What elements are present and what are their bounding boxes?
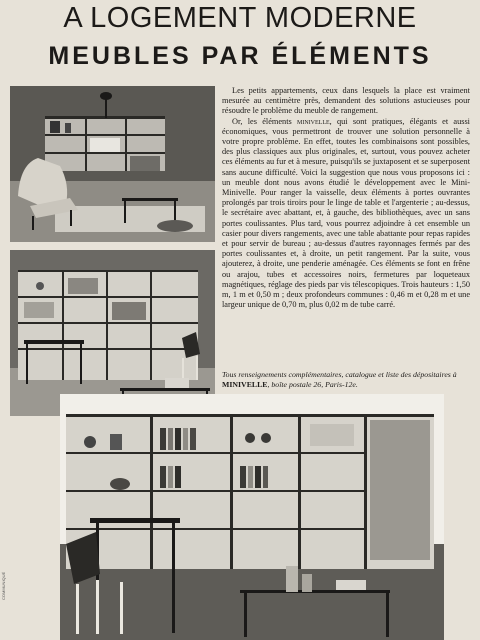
article-body [222, 86, 470, 368]
footnote [222, 370, 470, 392]
brand-name: minivelle [297, 116, 330, 126]
page-title: A LOGEMENT MODERNE [63, 2, 417, 34]
page-subtitle: MEUBLES PAR ÉLÉMENTS [48, 42, 432, 70]
footnote-brand: MINIVELLE [222, 380, 268, 389]
article-paragraph: Les petits appartements, ceux dans lesquels la place est vraiment mesurée au centimètre près, demandent des solutions astucieuses pour résoudre le problème du meuble de rangement. [222, 86, 470, 116]
full-ensemble-photo [60, 394, 444, 640]
footnote-address: , boîte postale 26, Paris-12e. [267, 380, 358, 389]
article-text: , qui sont pratiques, élégants et aussi économiques, vous permettront de trouver une solution personnelle à votre propre problème. En effet, toutes les combinaisons sont possibles, des plus classiques aux plus originales, et, surtout, vous pouvez acheter ces éléments au fur et à mesure, puisqu'ils se juxtaposent et se superposent sans aucune difficulté. Voici la suggestion que nous vous proposons ici : un meuble dont nous avons étudié le développement avec le Mini-Minivelle. Pour ranger la vaisselle, deux éléments à portes ouvrantes prolongés par trois tiroirs pour le linge de table et l'argenterie ; au-dessus, le secrétaire avec abattant, et, à gauche, des bibliothèques, avec un sans portes coulissantes. Plus tard, vous pourrez adjoindre à cet ensemble un casier pour divers rangements, avec une table abattante pour repas rapides et pour servir de bureau ; au-dessus d'autres rayonnages fermés par des portes coulissantes et, à droite, un petit rangement. Par la suite, vous ajouterez, à droite, une penderie aménagée. Ces éléments se font en frêne ou arajou, tubes et accessoires noirs, fermetures par loqueteaux magnétiques, réglage des pieds par vis télescopiques. Trois hauteurs : 1,50 m, 1 m et 0,50 m ; deux profondeurs communes : 0,46 m et 0,28 m et une largeur unique de 0,70 m, plus 0,02 m de tube carré. [222, 116, 470, 310]
article-text: Or, les éléments [232, 116, 292, 126]
living-room-photo [10, 86, 215, 242]
side-credit: COMMUNIQUÉ [1, 571, 6, 600]
footnote-text: Tous renseignements complémentaires, catalogue et liste des dépositaires à [222, 370, 457, 379]
article-paragraph [222, 117, 470, 311]
storage-wall-photo [10, 250, 215, 416]
